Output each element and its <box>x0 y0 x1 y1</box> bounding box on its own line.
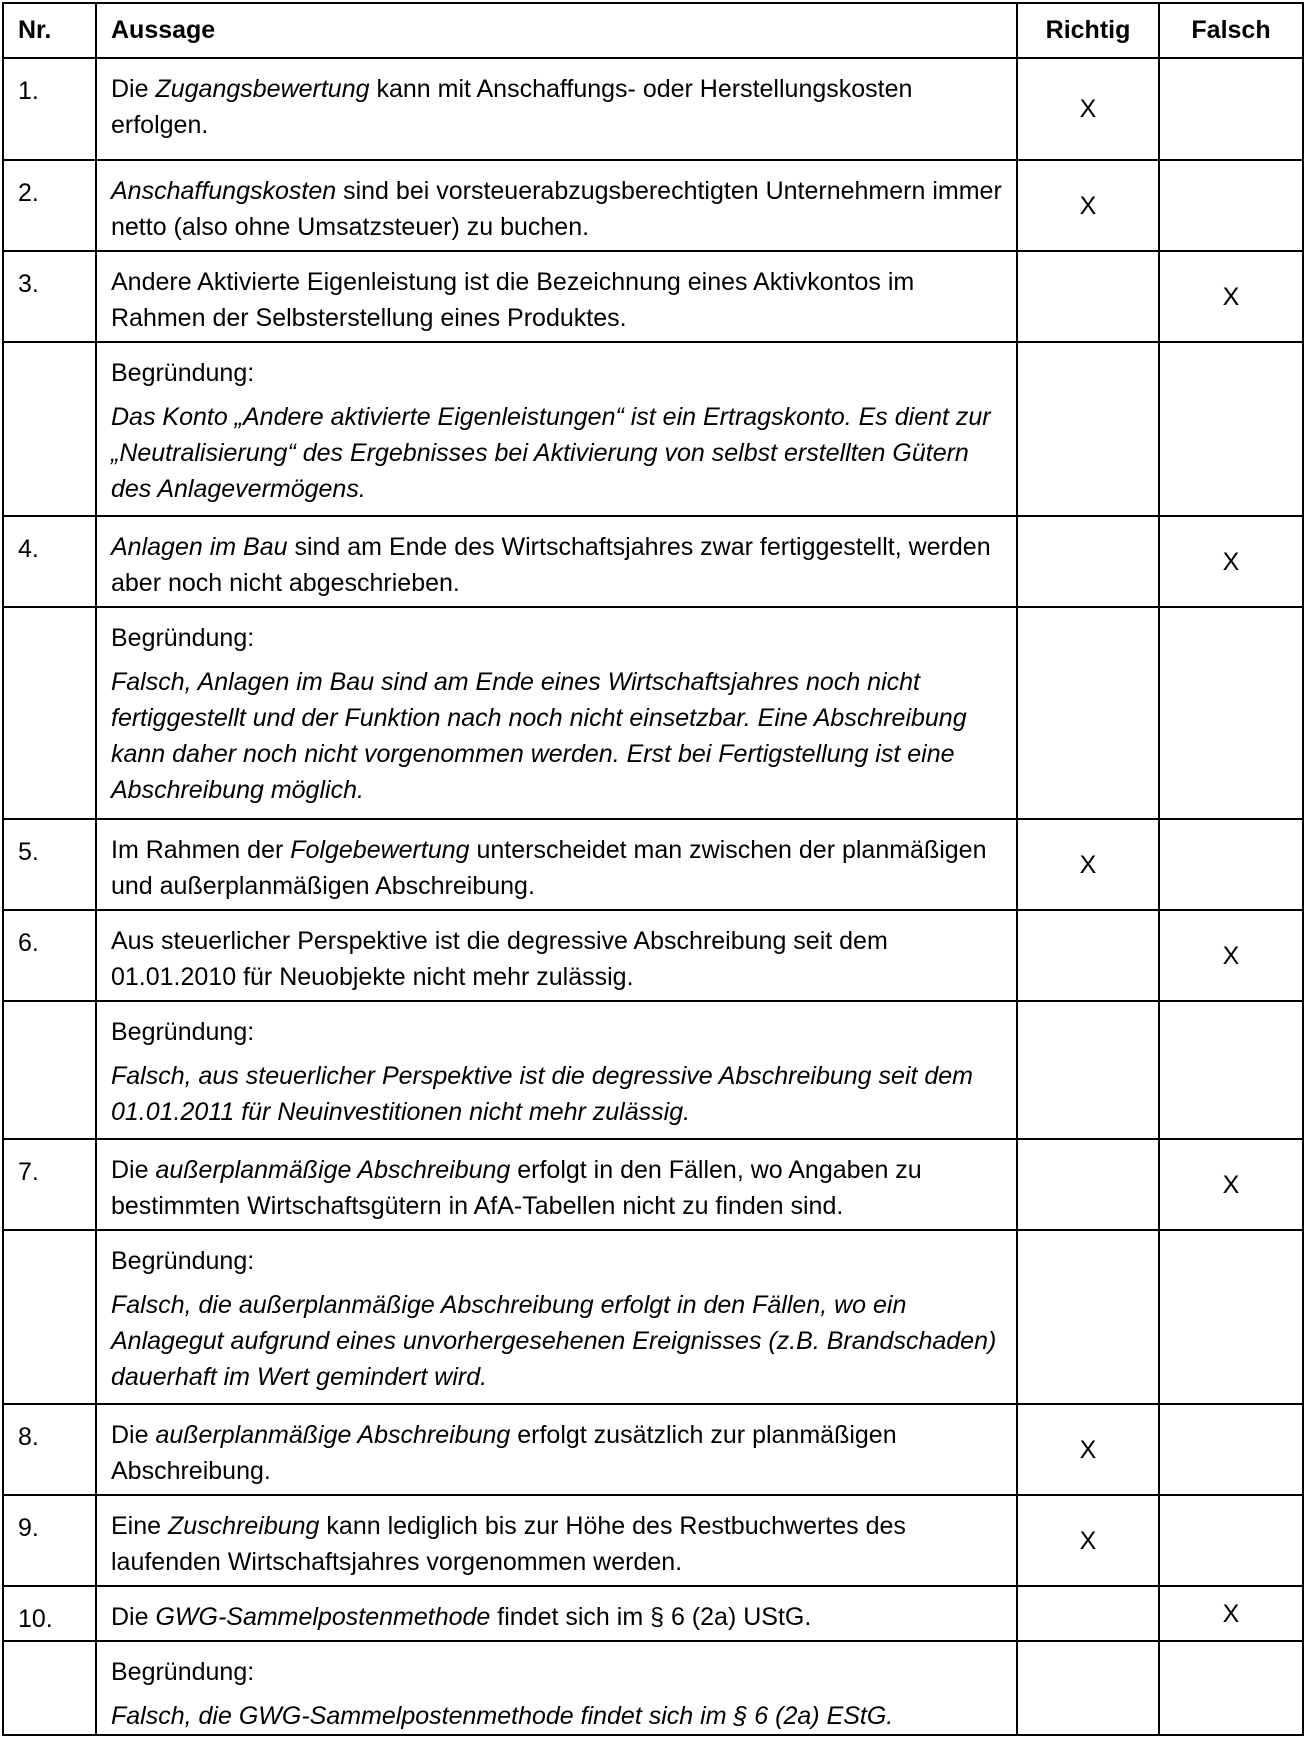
richtig-mark <box>1017 516 1159 607</box>
reason-nr-cell <box>3 1230 96 1404</box>
statement-number: 5. <box>3 819 96 910</box>
statement-row <box>3 160 1303 251</box>
statement-term: Zugangsbewertung <box>155 75 370 103</box>
reason-label: Begründung: <box>111 624 255 652</box>
header-nr: Nr. <box>3 3 96 58</box>
reason-richtig-cell <box>1017 342 1159 516</box>
statement-text-part: sind bei vorsteuerabzugsberechtigten Unternehmern immer netto (also ohne Umsatzsteuer) zu buchen. <box>111 177 1002 241</box>
statement-text <box>96 1586 1017 1641</box>
richtig-mark: X <box>1017 1404 1159 1495</box>
statement-text-part: Die <box>111 1156 156 1184</box>
reason-cell <box>96 342 1017 516</box>
statement-text-part: findet sich im § 6 (2a) UStG. <box>490 1603 812 1631</box>
reason-falsch-cell <box>1159 1001 1303 1139</box>
reason-label: Begründung: <box>111 1247 255 1275</box>
richtig-mark: X <box>1017 819 1159 910</box>
reason-nr-cell <box>3 607 96 819</box>
reason-text: Falsch, Anlagen im Bau sind am Ende eines Wirtschaftsjahres noch nicht fertiggestellt und der Funktion nach noch nicht einsetzbar. Eine Abschreibung kann daher noch nicht vorgenommen werden. Erst bei Fertigstellung ist eine Abschreibung möglich. <box>111 668 967 804</box>
richtig-mark <box>1017 910 1159 1001</box>
statement-row <box>3 819 1303 910</box>
richtig-mark <box>1017 251 1159 342</box>
falsch-mark <box>1159 160 1303 251</box>
statement-text-part: Die <box>111 75 156 103</box>
reason-falsch-cell <box>1159 1641 1303 1735</box>
statement-text-part: Andere Aktivierte Eigenleistung ist die Bezeichnung eines Aktivkontos im Rahmen der Selbsterstellung eines Produktes. <box>111 268 915 332</box>
statement-text-part: sind am Ende des Wirtschaftsjahres zwar fertiggestellt, werden aber noch nicht abgeschrieben. <box>111 533 991 597</box>
table-body <box>3 58 1303 1735</box>
richtig-mark: X <box>1017 160 1159 251</box>
statement-text-part: erfolgt zusätzlich zur planmäßigen Abschreibung. <box>111 1421 897 1485</box>
richtig-mark <box>1017 1139 1159 1230</box>
reason-row <box>3 1001 1303 1139</box>
statement-text <box>96 1139 1017 1230</box>
reason-nr-cell <box>3 342 96 516</box>
falsch-mark: X <box>1159 251 1303 342</box>
statement-text <box>96 819 1017 910</box>
reason-label: Begründung: <box>111 1658 255 1686</box>
answer-table <box>2 2 1304 1736</box>
reason-text: Falsch, die GWG-Sammelpostenmethode findet sich im § 6 (2a) EStG. <box>111 1702 894 1730</box>
statement-term: GWG-Sammelpostenmethode <box>155 1603 491 1631</box>
header-falsch: Falsch <box>1159 3 1303 58</box>
statement-row <box>3 58 1303 160</box>
falsch-mark: X <box>1159 910 1303 1001</box>
falsch-mark <box>1159 1495 1303 1586</box>
falsch-mark: X <box>1159 1139 1303 1230</box>
reason-row <box>3 342 1303 516</box>
statement-text <box>96 160 1017 251</box>
statement-row <box>3 910 1303 1001</box>
statement-text-part: kann lediglich bis zur Höhe des Restbuchwertes des laufenden Wirtschaftsjahres vorgenommen werden. <box>111 1512 906 1576</box>
header-row <box>3 3 1303 58</box>
richtig-mark <box>1017 1586 1159 1641</box>
statement-text-part: Aus steuerlicher Perspektive ist die degressive Abschreibung seit dem 01.01.2010 für Neuobjekte nicht mehr zulässig. <box>111 927 888 991</box>
statement-term: Anlagen im Bau <box>111 533 288 561</box>
reason-text: Falsch, die außerplanmäßige Abschreibung erfolgt in den Fällen, wo ein Anlagegut aufgrund eines unvorhergesehenen Ereignisses (z.B. Brandschaden) dauerhaft im Wert gemindert wird. <box>111 1291 997 1391</box>
statement-text-part: Die <box>111 1421 156 1449</box>
statement-number: 1. <box>3 58 96 160</box>
statement-text-part: Im Rahmen der <box>111 836 291 864</box>
statement-row <box>3 516 1303 607</box>
richtig-mark: X <box>1017 58 1159 160</box>
statement-term: außerplanmäßige Abschreibung <box>155 1156 511 1184</box>
falsch-mark: X <box>1159 516 1303 607</box>
falsch-mark <box>1159 58 1303 160</box>
statement-number: 10. <box>3 1586 96 1641</box>
reason-cell <box>96 1230 1017 1404</box>
statement-text <box>96 516 1017 607</box>
statement-text-part: Die <box>111 1603 156 1631</box>
falsch-mark <box>1159 1404 1303 1495</box>
reason-row <box>3 1641 1303 1735</box>
statement-term: Zuschreibung <box>167 1512 320 1540</box>
statement-term: Folgebewertung <box>290 836 470 864</box>
statement-row <box>3 1495 1303 1586</box>
statement-number: 2. <box>3 160 96 251</box>
reason-richtig-cell <box>1017 607 1159 819</box>
reason-richtig-cell <box>1017 1230 1159 1404</box>
header-aussage: Aussage <box>96 3 1017 58</box>
reason-cell <box>96 1001 1017 1139</box>
statement-text <box>96 1404 1017 1495</box>
reason-text: Das Konto „Andere aktivierte Eigenleistungen“ ist ein Ertragskonto. Es dient zur „Neutralisierung“ des Ergebnisses bei Aktivierung von selbst erstellten Gütern des Anlagevermögens. <box>111 403 991 503</box>
falsch-mark <box>1159 819 1303 910</box>
reason-text: Falsch, aus steuerlicher Perspektive ist die degressive Abschreibung seit dem 01.01.2011 für Neuinvestitionen nicht mehr zulässig. <box>111 1062 973 1126</box>
reason-label: Begründung: <box>111 1018 255 1046</box>
statement-text-part: erfolgt in den Fällen, wo Angaben zu bestimmten Wirtschaftsgütern in AfA-Tabellen nicht zu finden sind. <box>111 1156 922 1220</box>
reason-cell <box>96 607 1017 819</box>
reason-row <box>3 607 1303 819</box>
statement-number: 6. <box>3 910 96 1001</box>
reason-nr-cell <box>3 1001 96 1139</box>
richtig-mark: X <box>1017 1495 1159 1586</box>
statement-term: außerplanmäßige Abschreibung <box>155 1421 511 1449</box>
reason-cell <box>96 1641 1017 1735</box>
statement-text-part: unterscheidet man zwischen der planmäßigen und außerplanmäßigen Abschreibung. <box>111 836 987 900</box>
reason-falsch-cell <box>1159 342 1303 516</box>
statement-text-part: kann mit Anschaffungs- oder Herstellungskosten erfolgen. <box>111 75 913 139</box>
statement-number: 9. <box>3 1495 96 1586</box>
statement-text-part: Eine <box>111 1512 168 1540</box>
reason-falsch-cell <box>1159 607 1303 819</box>
statement-text <box>96 1495 1017 1586</box>
reason-nr-cell <box>3 1641 96 1735</box>
reason-falsch-cell <box>1159 1230 1303 1404</box>
statement-number: 7. <box>3 1139 96 1230</box>
statement-row <box>3 251 1303 342</box>
statement-row <box>3 1404 1303 1495</box>
statement-row <box>3 1586 1303 1641</box>
statement-number: 8. <box>3 1404 96 1495</box>
statement-text <box>96 251 1017 342</box>
statement-term: Anschaffungskosten <box>111 177 337 205</box>
statement-text <box>96 58 1017 160</box>
statement-number: 4. <box>3 516 96 607</box>
statement-number: 3. <box>3 251 96 342</box>
header-richtig: Richtig <box>1017 3 1159 58</box>
reason-richtig-cell <box>1017 1641 1159 1735</box>
falsch-mark: X <box>1159 1586 1303 1641</box>
reason-row <box>3 1230 1303 1404</box>
statement-text <box>96 910 1017 1001</box>
statement-row <box>3 1139 1303 1230</box>
reason-richtig-cell <box>1017 1001 1159 1139</box>
reason-label: Begründung: <box>111 359 255 387</box>
